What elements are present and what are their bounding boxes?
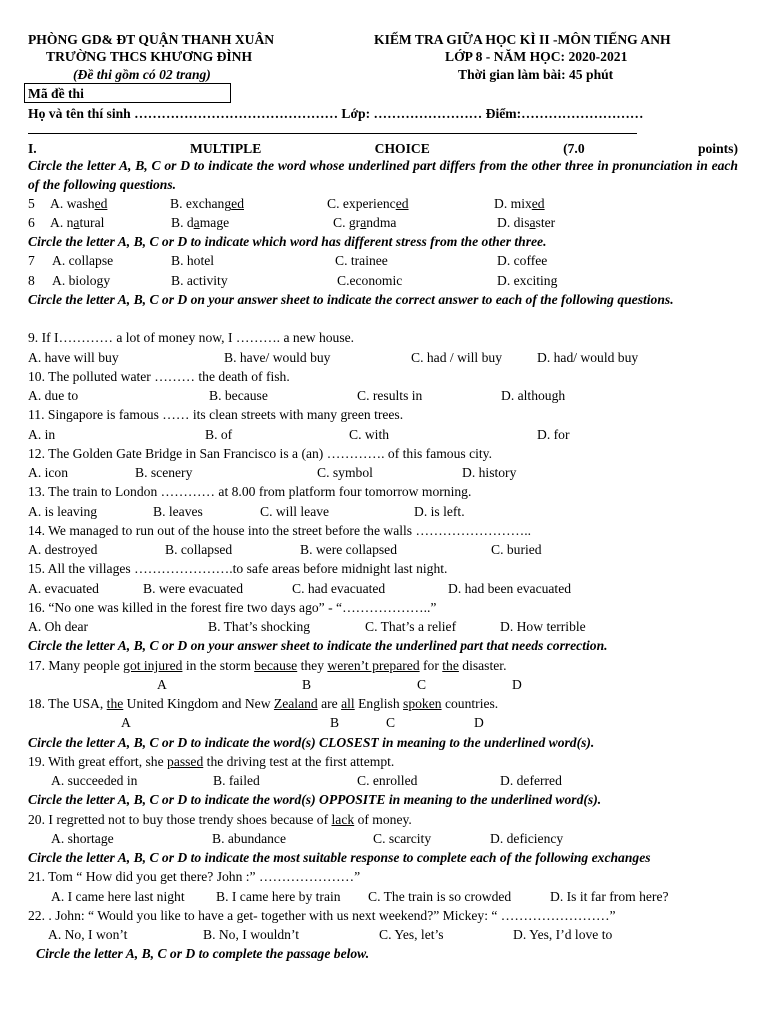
student-info-line: Họ và tên thí sinh ……………………………………… Lớp: …………………… Điểm:……………………… <box>28 106 644 121</box>
q15-option-c[interactable]: C. had evacuated <box>292 581 386 596</box>
q9-stem: 9. If I………… a lot of money now, I ………. a new house. <box>28 330 355 345</box>
q9-option-d[interactable]: D. had/ would buy <box>537 350 639 365</box>
q12-option-b[interactable]: B. scenery <box>135 465 193 480</box>
q18-part-b[interactable]: Zealand <box>273 696 318 711</box>
q20-option-c[interactable]: C. scarcity <box>373 831 432 846</box>
q8-option-a[interactable]: A. biology <box>52 273 111 288</box>
q13-stem: 13. The train to London ………… at 8.00 from platform four tomorrow morning. <box>28 484 472 499</box>
q21-option-c[interactable]: C. The train is so crowded <box>368 889 512 904</box>
instruction-error-correction: Circle the letter A, B, C or D on your answer sheet to indicate the underlined part that needs correction. <box>28 638 608 653</box>
q10-option-b[interactable]: B. because <box>209 388 268 403</box>
q9-option-c[interactable]: C. had / will buy <box>411 350 503 365</box>
q13-option-a[interactable]: A. is leaving <box>28 504 98 519</box>
q22-option-d[interactable]: D. Yes, I’d love to <box>513 927 613 942</box>
q8-option-b[interactable]: B. activity <box>171 273 228 288</box>
q13-option-b[interactable]: B. leaves <box>153 504 203 519</box>
q19-option-d[interactable]: D. deferred <box>500 773 562 788</box>
q21-option-d[interactable]: D. Is it far from here? <box>550 889 669 904</box>
q7-option-d[interactable]: D. coffee <box>497 253 548 268</box>
divider <box>28 133 637 134</box>
q6-option-b[interactable]: B. damage <box>171 215 230 230</box>
q21-stem: 21. Tom “ How did you get there? John :” …………………” <box>28 869 361 884</box>
q18-label-a: A <box>121 715 131 730</box>
q12-option-c[interactable]: C. symbol <box>317 465 373 480</box>
q15-option-d[interactable]: D. had been evacuated <box>448 581 572 596</box>
instruction-closest-meaning: Circle the letter A, B, C or D to indicate the word(s) CLOSEST in meaning to the underlined word(s). <box>28 735 595 750</box>
q22-stem: 22. . John: “ Would you like to have a get- together with us next weekend?” Mickey: “ ……………………” <box>28 908 616 923</box>
q7-option-c[interactable]: C. trainee <box>335 253 388 268</box>
q14-option-d[interactable]: C. buried <box>491 542 542 557</box>
q6-option-a[interactable]: A. natural <box>50 215 105 230</box>
q5-option-a[interactable]: A. washed <box>50 196 108 211</box>
q11-option-b[interactable]: B. of <box>205 427 233 442</box>
instruction-pronunciation: Circle the letter A, B, C or D to indicate the word whose underlined part differs from the other three in pronunciation in each of the following questions. <box>28 158 738 193</box>
q15-stem: 15. All the villages ………………….to safe areas before midnight last night. <box>28 561 448 576</box>
q10-option-d[interactable]: D. although <box>501 388 566 403</box>
q19-option-a[interactable]: A. succeeded in <box>51 773 138 788</box>
exam-code-label: Mã đề thi <box>28 86 84 101</box>
q6-option-c[interactable]: C. grandma <box>333 215 397 230</box>
q17-label-a: A <box>157 677 167 692</box>
section-word-choice: CHOICE <box>374 141 430 156</box>
q8-number: 8 <box>28 273 35 288</box>
q17-label-d: D <box>512 677 522 692</box>
q13-option-c[interactable]: C. will leave <box>260 504 330 519</box>
q14-option-a[interactable]: A. destroyed <box>28 542 98 557</box>
q7-option-a[interactable]: A. collapse <box>52 253 114 268</box>
q5-option-c[interactable]: C. experienced <box>327 196 409 211</box>
q17-label-c: C <box>417 677 427 692</box>
q11-option-c[interactable]: C. with <box>349 427 390 442</box>
q12-option-a[interactable]: A. icon <box>28 465 69 480</box>
section-points-word: points) <box>697 141 738 156</box>
q6-option-d[interactable]: D. disaster <box>497 215 556 230</box>
instruction-suitable-response: Circle the letter A, B, C or D to indicate the most suitable response to complete each of the following exchanges <box>28 850 651 865</box>
q18-part-c[interactable]: all <box>341 696 355 711</box>
q18-label-b: B <box>330 715 340 730</box>
q18-label-d: D <box>474 715 484 730</box>
q8-option-c[interactable]: C.economic <box>337 273 403 288</box>
q17-sentence: 17. Many people got injured in the storm because they weren’t prepared for the disaster. <box>28 658 507 673</box>
q18-part-d[interactable]: spoken <box>403 696 442 711</box>
q9-option-b[interactable]: B. have/ would buy <box>224 350 331 365</box>
q10-option-c[interactable]: C. results in <box>357 388 423 403</box>
q11-stem: 11. Singapore is famous …… its clean streets with many green trees. <box>28 407 404 422</box>
q15-option-a[interactable]: A. evacuated <box>28 581 99 596</box>
q5-number: 5 <box>28 196 35 211</box>
q5-option-d[interactable]: D. mixed <box>494 196 545 211</box>
q17-part-d[interactable]: the <box>442 658 459 673</box>
q17-part-b[interactable]: because <box>254 658 298 673</box>
q10-option-a[interactable]: A. due to <box>28 388 79 403</box>
q7-option-b[interactable]: B. hotel <box>171 253 215 268</box>
q16-option-d[interactable]: D. How terrible <box>500 619 586 634</box>
q16-stem: 16. “No one was killed in the forest fire two days ago” - “………………..” <box>28 600 437 615</box>
q8-option-d[interactable]: D. exciting <box>497 273 558 288</box>
q20-stem: 20. I regretted not to buy those trendy shoes because of lack of money. <box>28 812 412 827</box>
school-department: PHÒNG GD& ĐT QUẬN THANH XUÂN <box>28 32 275 47</box>
instruction-stress: Circle the letter A, B, C or D to indicate which word has different stress from the other three. <box>28 234 547 249</box>
exam-title: KIẾM TRA GIỮA HỌC KÌ II -MÔN TIẾNG ANH <box>374 32 671 47</box>
exam-class-year: LỚP 8 - NĂM HỌC: 2020-2021 <box>445 49 628 64</box>
section-number: I. <box>28 141 37 156</box>
q17-label-b: B <box>302 677 312 692</box>
q14-option-c[interactable]: B. were collapsed <box>300 542 398 557</box>
q21-option-a[interactable]: A. I came here last night <box>51 889 185 904</box>
instruction-correct-answer: Circle the letter A, B, C or D on your answer sheet to indicate the correct answer to each of the following questions. <box>28 292 674 307</box>
q17-part-a[interactable]: got injured <box>123 658 183 673</box>
q11-option-a[interactable]: A. in <box>28 427 56 442</box>
q19-option-b[interactable]: B. failed <box>213 773 260 788</box>
q22-option-a[interactable]: A. No, I won’t <box>48 927 128 942</box>
exam-duration: Thời gian làm bài: 45 phút <box>458 67 614 82</box>
q12-option-d[interactable]: D. history <box>462 465 517 480</box>
q10-stem: 10. The polluted water ……… the death of fish. <box>28 369 290 384</box>
q21-option-b[interactable]: B. I came here by train <box>216 889 341 904</box>
school-name: TRƯỜNG THCS KHƯƠNG ĐÌNH <box>46 49 253 64</box>
instruction-opposite-meaning: Circle the letter A, B, C or D to indicate the word(s) OPPOSITE in meaning to the underlined word(s). <box>28 792 602 807</box>
q16-option-c[interactable]: C. That’s a relief <box>365 619 457 634</box>
q18-sentence: 18. The USA, the United Kingdom and New Zealand are all English spoken countries. <box>28 696 499 711</box>
q14-stem: 14. We managed to run out of the house into the street before the walls …………………….. <box>28 523 532 538</box>
q22-option-c[interactable]: C. Yes, let’s <box>379 927 444 942</box>
q17-part-c[interactable]: weren’t prepared <box>327 658 420 673</box>
q20-option-a[interactable]: A. shortage <box>51 831 114 846</box>
q12-stem: 12. The Golden Gate Bridge in San Francisco is a (an) …………. of this famous city. <box>28 446 492 461</box>
q16-option-b[interactable]: B. That’s shocking <box>208 619 311 634</box>
q20-option-b[interactable]: B. abundance <box>212 831 286 846</box>
q5-option-b[interactable]: B. exchanged <box>170 196 244 211</box>
q13-option-d[interactable]: D. is left. <box>414 504 465 519</box>
page-count-note: (Đề thi gồm có 02 trang) <box>73 67 211 82</box>
section-word-multiple: MULTIPLE <box>190 141 262 156</box>
section-points-value: (7.0 <box>563 141 585 156</box>
q7-number: 7 <box>28 253 35 268</box>
instruction-passage: Circle the letter A, B, C or D to complete the passage below. <box>36 946 370 961</box>
q14-option-b[interactable]: B. collapsed <box>165 542 233 557</box>
q18-part-a[interactable]: the <box>106 696 124 711</box>
q15-option-b[interactable]: B. were evacuated <box>143 581 244 596</box>
q19-stem: 19. With great effort, she passed the driving test at the first attempt. <box>28 754 395 769</box>
q11-option-d[interactable]: D. for <box>537 427 570 442</box>
q20-option-d[interactable]: D. deficiency <box>490 831 564 846</box>
q16-option-a[interactable]: A. Oh dear <box>28 619 89 634</box>
q22-option-b[interactable]: B. No, I wouldn’t <box>203 927 300 942</box>
q9-option-a[interactable]: A. have will buy <box>28 350 119 365</box>
q18-label-c: C <box>386 715 396 730</box>
q6-number: 6 <box>28 215 35 230</box>
q19-option-c[interactable]: C. enrolled <box>357 773 418 788</box>
